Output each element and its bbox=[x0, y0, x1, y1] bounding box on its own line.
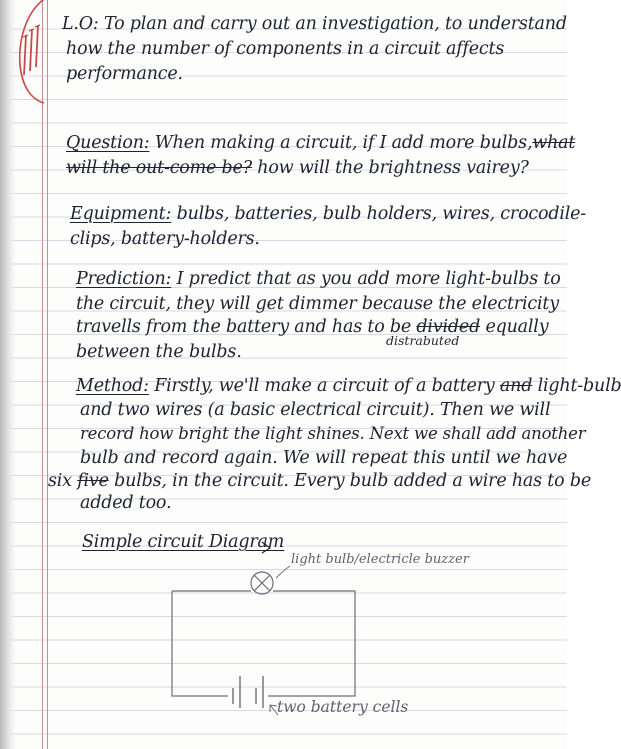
method-line: and two wires (a basic electrical circuit). Then we will bbox=[80, 400, 551, 420]
equipment-line: clips, battery-holders. bbox=[70, 229, 260, 249]
bulb-label: light bulb/electricle buzzer bbox=[291, 552, 469, 567]
battery-cells-symbol bbox=[233, 676, 263, 708]
struck-text: will the out-come be? bbox=[66, 158, 252, 178]
method-heading: Method: bbox=[76, 376, 149, 396]
method-line: bulb and record again. We will repeat this until we have bbox=[80, 448, 568, 468]
struck-text: what bbox=[532, 133, 576, 153]
method-text: bulbs, in the circuit. Every bulb added a wire has to be bbox=[108, 471, 591, 491]
struck-text: and bbox=[499, 376, 533, 396]
equipment-heading: Equipment: bbox=[70, 204, 172, 224]
question-text: When making a circuit, if I add more bulbs, bbox=[149, 133, 533, 153]
learning-objective-line: performance. bbox=[66, 64, 183, 84]
struck-text: divided bbox=[416, 317, 481, 337]
struck-text: five bbox=[77, 471, 109, 491]
diagram-heading: Simple circuit Diagram bbox=[82, 532, 285, 552]
method-line: record how bright the light shines. Next we shall add another bbox=[80, 424, 586, 443]
prediction-line: the circuit, they will get dimmer because the electricity bbox=[76, 294, 559, 314]
learning-objective-line: L.O: To plan and carry out an investigation, to understand bbox=[62, 14, 567, 34]
bulb-symbol bbox=[251, 572, 273, 594]
equipment-text: bulbs, batteries, bulb holders, wires, crocodile- bbox=[171, 204, 587, 224]
battery-arrow bbox=[270, 705, 278, 715]
prediction-heading: Prediction: bbox=[76, 269, 172, 289]
learning-objective-line: how the number of components in a circuit affects bbox=[66, 39, 505, 59]
method-line: added too. bbox=[80, 493, 172, 513]
method-text: Firstly, we'll make a circuit of a battery bbox=[148, 376, 500, 396]
prediction-text: travells from the battery and has to be bbox=[76, 317, 417, 337]
method-text: light-bulb bbox=[532, 376, 621, 396]
prediction-text: equally bbox=[480, 317, 549, 337]
battery-label: two battery cells bbox=[277, 698, 409, 716]
prediction-text: I predict that as you add more light-bulbs to bbox=[171, 269, 561, 289]
margin-word: six bbox=[48, 471, 72, 491]
correction-note: distrabuted bbox=[386, 333, 460, 348]
prediction-line: between the bulbs. bbox=[76, 342, 242, 362]
bulb-pointer-line bbox=[276, 566, 290, 578]
question-text: how will the brightness vairey? bbox=[251, 158, 529, 178]
question-heading: Question: bbox=[66, 133, 150, 153]
